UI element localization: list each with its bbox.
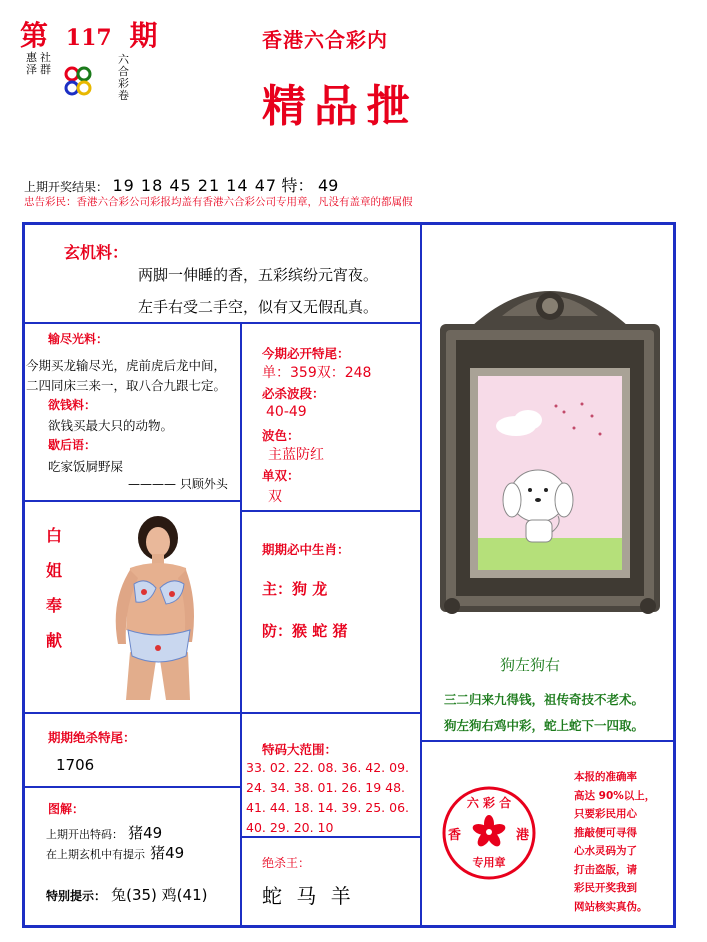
yuqian-label: 欲钱料： [48, 398, 97, 412]
color-value: 主蓝防红 [268, 447, 324, 463]
diagram-line-2 [46, 842, 184, 863]
promo-line: 心水灵码为了 [574, 845, 637, 857]
last-results [24, 173, 338, 196]
dog-caption: 狗左狗右 [500, 656, 561, 674]
right-vertical-text: 六合彩卷 [118, 53, 129, 102]
issue-number: 117 [65, 25, 112, 51]
divider-h-3 [24, 786, 241, 788]
girl-caption-char-4: 献 [45, 631, 62, 650]
color-label: 波色： [262, 428, 300, 443]
promo-line: 彩民开奖我到 [574, 882, 637, 894]
dog-poem-1: 三二归来九得钱，祖传奇技不老术。 [444, 692, 645, 707]
stamp-text-left: 香 [448, 828, 462, 843]
xuanji-label: 玄机料： [64, 243, 129, 262]
framed-dog-picture [432, 276, 668, 620]
special-hint [46, 884, 207, 905]
notice-text: 忠告彩民：香港六合彩公司彩报均盖有香港六合彩公司专用章，凡没有盖章的都属假 [24, 196, 413, 208]
xiehouyu-text: 吃家饭屙野屎 [48, 459, 124, 474]
zodiac-main: 主：狗 龙 [262, 580, 328, 598]
girl-caption-char-3: 奉 [45, 596, 62, 615]
girl-caption-char-1: 白 [45, 526, 62, 545]
promo-text [574, 768, 670, 916]
left-vertical-col-1: 惠泽 [26, 51, 37, 76]
diagram-line-2-value: 猪49 [150, 844, 185, 862]
big-title: 精品抴 [262, 81, 418, 132]
xuanji-line-1: 两脚一伸睡的香，五彩缤纷元宵夜。 [138, 266, 379, 284]
kill-king-label: 绝杀王： [262, 856, 311, 870]
divider-h-2 [24, 712, 421, 714]
promo-line: 只要彩民用心 [574, 808, 637, 820]
results-special: 49 [317, 176, 339, 195]
xiehouyu-answer: ———— 只顾外头 [128, 477, 228, 491]
divider-h-1 [24, 500, 241, 502]
diagram-title: 图解： [48, 802, 85, 816]
range-row-1: 33. 02. 22. 08. 36. 42. 09. [246, 760, 409, 775]
diagram-line-1 [46, 822, 162, 843]
shujin-label: 输尽光料： [48, 332, 109, 346]
diagram-line-1-value: 猪49 [128, 824, 163, 842]
tail-title: 今期必开特尾： [262, 346, 350, 361]
model-photo [100, 512, 202, 704]
special-hint-value: 兔(35) 鸡(41) [111, 886, 208, 904]
girl-caption [44, 518, 64, 658]
wave-label: 必杀波段： [262, 386, 325, 401]
zodiac-guard: 防：猴 蛇 猪 [262, 622, 348, 640]
promo-line: 网站核实真伪。 [574, 900, 648, 913]
results-label: 上期开奖结果： [24, 180, 109, 194]
left-vertical-text [26, 52, 52, 76]
parity-value: 双 [268, 489, 282, 505]
shujin-line-1: 今期买龙输尽光，虎前虎后龙中间， [26, 358, 227, 373]
left-vertical-col-2: 社群 [40, 51, 51, 76]
results-special-label: 特： [281, 176, 314, 195]
xuanji-line-2: 左手右受二手空，似有又无假乱真。 [138, 298, 379, 316]
divider-h-1b [241, 510, 421, 512]
diagram-line-2-label: 在上期玄机中有提示 [46, 848, 145, 861]
girl-caption-char-2: 姐 [45, 561, 62, 580]
promo-line: 推敲便可寻得 [574, 826, 637, 839]
top-title: 香港六合彩内 [262, 28, 388, 52]
parity-label: 单双： [262, 468, 300, 483]
absolute-tail-value: 1706 [56, 756, 95, 774]
range-row-4: 40. 29. 20. 10 [246, 820, 334, 835]
results-numbers: 19 18 45 21 14 47 [112, 176, 278, 195]
kill-king-value: 蛇 马 羊 [262, 884, 355, 908]
promo-line: 高达 90%以上， [574, 789, 656, 802]
special-hint-label: 特别提示： [46, 889, 107, 903]
issue-suffix: 期 [129, 19, 158, 52]
range-row-2: 24. 34. 38. 01. 26. 19 48. [246, 780, 406, 795]
stamp-text-top: 六 彩 合 [466, 796, 512, 810]
zodiac-title: 期期必中生肖： [262, 542, 350, 557]
divider-h-right [421, 740, 675, 742]
divider-h-xuanji [24, 322, 421, 324]
range-row-3: 41. 44. 18. 14. 39. 25. 06. [246, 800, 409, 815]
lottery-logo-icon [60, 64, 96, 104]
xiehouyu-label: 歇后语： [48, 438, 97, 452]
promo-line: 本报的准确率 [574, 771, 637, 783]
dog-poem-2: 狗左狗右鸡中彩，蛇上蛇下一四取。 [444, 718, 645, 733]
divider-v-main [420, 224, 422, 926]
stamp-text-right: 港 [516, 828, 530, 843]
tail-single-double: 单：359双：248 [262, 365, 372, 381]
shujin-line-2: 二四同床三来一，取八合九跟七定。 [26, 378, 227, 393]
issue-title [20, 14, 157, 54]
diagram-line-1-label: 上期开出特码： [46, 828, 123, 841]
absolute-tail-title: 期期绝杀特尾： [48, 730, 136, 745]
wave-value: 40-49 [266, 404, 307, 420]
yuqian-text: 欲钱买最大只的动物。 [48, 418, 174, 433]
stamp-text-bottom: 专用章 [472, 856, 506, 869]
official-stamp [440, 784, 538, 882]
divider-h-4 [241, 836, 421, 838]
range-title: 特码大范围： [262, 742, 338, 757]
issue-prefix: 第 [20, 19, 49, 52]
promo-line: 打击盗版，请 [574, 863, 637, 876]
